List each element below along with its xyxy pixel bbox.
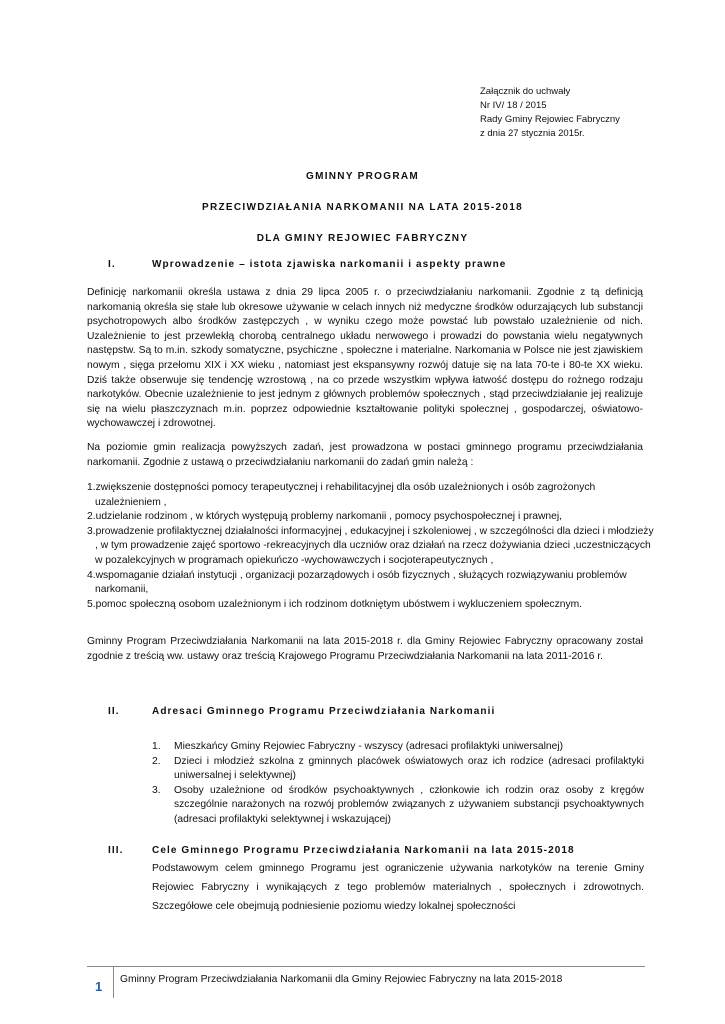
section-title: Wprowadzenie – istota zjawiska narkomanii i aspekty prawne: [152, 259, 507, 270]
list-item-text: Osoby uzależnione od środków psychoaktywnych , członkowie ich rodzin oraz osoby z kręgów szczególnie narażonych na rozwój problemów związanych z używaniem substancji psychoaktywnych (adresaci profilaktyki selektywnej i wskazującej): [174, 784, 644, 825]
footer-text: Gminny Program Przeciwdziałania Narkomanii dla Gminy Rejowiec Fabryczny na lata 2015-2018: [120, 974, 563, 985]
annex-line: z dnia 27 stycznia 2015r.: [480, 128, 585, 139]
annex-line: Nr IV/ 18 / 2015: [480, 100, 547, 111]
section-1-paragraph-2: [87, 441, 643, 470]
document-subtitle: PRZECIWDZIAŁANIA NARKOMANII NA LATA 2015-2018: [202, 202, 523, 213]
paragraph-text: Na poziomie gmin realizacja powyższych zadań, jest prowadzona w postaci gminnego programu przeciwdziałania narkomanii. Zgodnie z ustawą o przeciwdziałaniu narkomanii do zadań gmin należą :: [87, 442, 643, 468]
list-item-text: Dzieci i młodzież szkolna z gminnych placówek oświatowych oraz ich rodzice (adresaci profilaktyki uniwersalnej i selektywnej): [174, 755, 644, 782]
section-1-paragraph-3: [87, 635, 643, 664]
list-item: 4.wspomaganie działań instytucji , organizacji pozarządowych i osób fizycznych , służących rozwiązywaniu problemów narkomanii,: [87, 569, 627, 596]
paragraph-text: Podstawowym celem gminnego Programu jest ograniczenie używania narkotyków na terenie Gminy Rejowiec Fabryczny i wynikających z tego problemów materialnych , społecznych i zdrowotnych. Szczegółowe cele obejmują podniesienie poziomu wiedzy lokalnej społeczności: [152, 863, 644, 912]
section-1-paragraph-1: [87, 286, 643, 432]
list-item: [152, 740, 644, 755]
document-title: GMINNY PROGRAM: [305, 171, 420, 182]
list-item-number: 2.: [152, 755, 161, 767]
list-item-text: Mieszkańcy Gminy Rejowiec Fabryczny - wszyscy (adresaci profilaktyki uniwersalnej): [174, 741, 564, 752]
annex-line: Załącznik do uchwały: [480, 86, 571, 97]
footer-divider-vertical: [113, 966, 114, 998]
list-item: 5.pomoc społeczną osobom uzależnionym i ich rodzinom dotkniętym ubóstwem i wykluczeniem społecznym.: [87, 598, 583, 610]
list-item: 2.udzielanie rodzinom , w których występują problemy narkomanii , pomocy psychospołecznej i prawnej,: [87, 511, 563, 523]
section-3-paragraph: [152, 859, 644, 916]
page-number: 1: [95, 979, 103, 994]
list-item-number: 3.: [152, 784, 161, 796]
section-title: Cele Gminnego Programu Przeciwdziałania Narkomanii na lata 2015-2018: [152, 845, 575, 856]
document-subtitle-gmina: DLA GMINY REJOWIEC FABRYCZNY: [256, 233, 469, 244]
paragraph-text: Gminny Program Przeciwdziałania Narkomanii na lata 2015-2018 r. dla Gminy Rejowiec Fabryczny opracowany został zgodnie z treścią ww. ustawy oraz treścią Krajowego Programu Przeciwdziałania Narkomanii na lata 2011-2016 r.: [87, 636, 643, 662]
addressees-list: [152, 740, 644, 828]
footer-divider: [87, 966, 645, 967]
list-item: [152, 755, 644, 784]
list-item: [152, 784, 644, 828]
list-item: 1.zwiększenie dostępności pomocy terapeutycznej i rehabilitacyjnej dla osób uzależnionych i osób zagrożonych uzależnieniem ,: [87, 482, 596, 508]
list-item-number: 1.: [152, 741, 161, 752]
list-item: 3.prowadzenie profilaktycznej działalności informacyjnej , edukacyjnej i szkoleniowej , w szczególności dla dzieci i młodzieży , w tym prowadzenie zajęć sportowo -rekreacyjnych dla uczniów oraz działań na rzecz dożywiania dzieci ,uczestniczących w pozalekcyjnych w programach opiekuńczo -wychowawczych i socjoterapeutycznych ,: [87, 525, 654, 566]
annex-line: Rady Gminy Rejowiec Fabryczny: [480, 114, 620, 125]
gmina-tasks-list: [87, 481, 657, 612]
paragraph-text: Definicję narkomanii określa ustawa z dnia 29 lipca 2005 r. o przeciwdziałaniu narkomanii. Zgodnie z tą definicją narkomanią określa się stałe lub okresowe używanie w celach innych niż medyczne środków odurzających lub substancji psychotropowych albo środków zastępczych , w wyniku czego może powstać lub powstało uzależnienie od nich. Uzależnienie to jest przewlekłą chorobą centralnego układu nerwowego i prowadzi do powstania wielu negatywnych następstw. Są to m.in. szkody somatyczne, psychiczne , społeczne i materialne. Narkomania w Polsce nie jest zjawiskiem nowym , sięga przełomu XIX i XX wieku , natomiast jest ekspansywny rozwój datuje się na lata 70-te i 80-te XX wieku. Dziś także obserwuje się tendencję wzrostową , na co przede wszystkim wpływa łatwość dostępu do rożnego rodzaju narkotyków. Obecnie uzależnienie to jest jednym z głównych problemów społecznych , stąd przeciwdziałanie jej realizuje się na wielu płaszczyznach m.in. poprzez odpowiednie kształtowanie polityki społecznej , gospodarczej, oświatowo-wychowawczej i zdrowotnej.: [87, 287, 643, 430]
section-number: I.: [108, 259, 116, 270]
section-number: II.: [108, 706, 120, 717]
section-title: Adresaci Gminnego Programu Przeciwdziałania Narkomanii: [152, 706, 496, 717]
annex-note: [480, 85, 620, 141]
section-number: III.: [108, 845, 124, 856]
